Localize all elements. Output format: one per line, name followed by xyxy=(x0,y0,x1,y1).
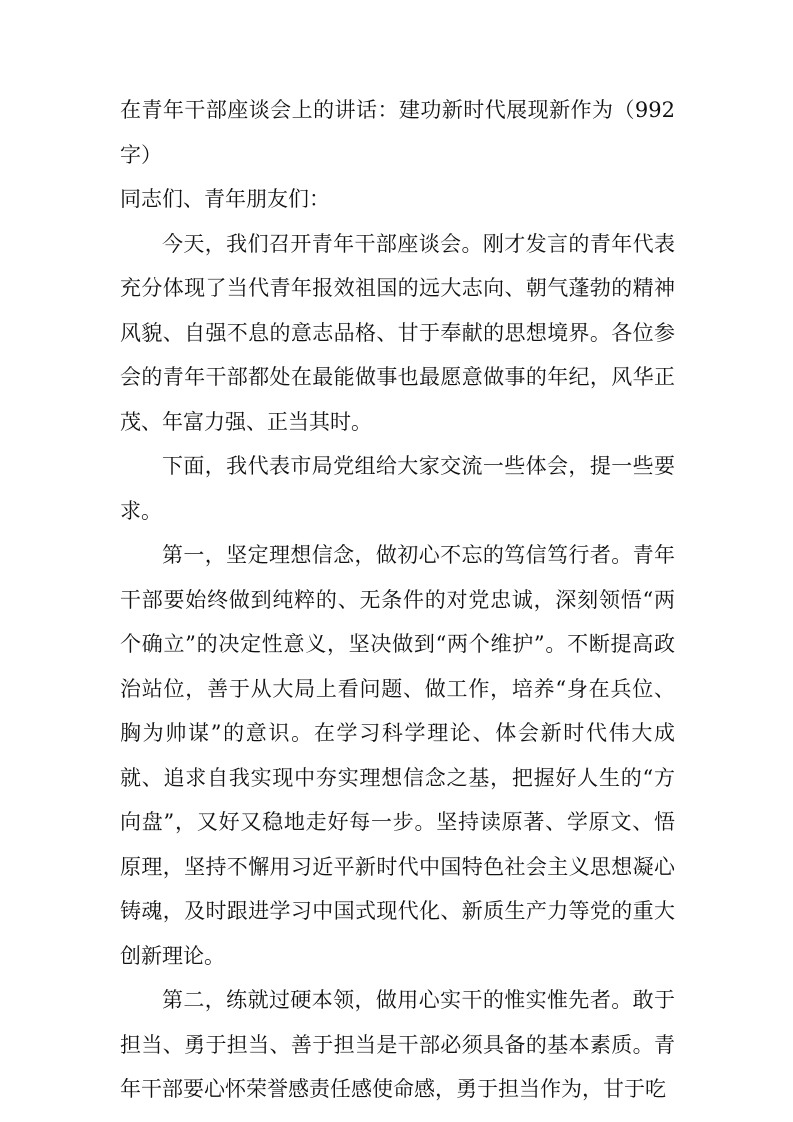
salutation: 同志们、青年朋友们： xyxy=(120,187,330,211)
document-title: 在青年干部座谈会上的讲话：建功新时代展现新作为（992字） xyxy=(120,98,675,167)
paragraph-opening: 今天，我们召开青年干部座谈会。刚才发言的青年代表充分体现了当代青年报效祖国的远大志向、朝气蓬勃的精神风貌、自强不息的意志品格、甘于奉献的思想境界。各位参会的青年干部都处在最能做事也最愿意做事的年纪，风华正茂、年富力强、正当其时。 xyxy=(120,231,675,434)
document-body xyxy=(120,88,675,1112)
paragraph-point-two: 第二，练就过硬本领，做用心实干的惟实惟先者。敢于担当、勇于担当、善于担当是干部必须具备的基本素质。青年干部要心怀荣誉感责任感使命感，勇于担当作为，甘于吃 xyxy=(120,988,675,1101)
paragraph-point-one: 第一，坚定理想信念，做初心不忘的笃信笃行者。青年干部要始终做到纯粹的、无条件的对党忠诚，深刻领悟“两个确立”的决定性意义，坚决做到“两个维护”。不断提高政治站位，善于从大局上看问题、做工作，培养“身在兵位、胸为帅谋”的意识。在学习科学理论、体会新时代伟大成就、追求自我实现中夯实理想信念之基，把握好人生的“方向盘”，又好又稳地走好每一步。坚持读原著、学原文、悟原理，坚持不懈用习近平新时代中国特色社会主义思想凝心铸魂，及时跟进学习中国式现代化、新质生产力等党的重大创新理论。 xyxy=(120,543,675,968)
paragraph-intro: 下面，我代表市局党组给大家交流一些体会，提一些要求。 xyxy=(120,454,675,523)
